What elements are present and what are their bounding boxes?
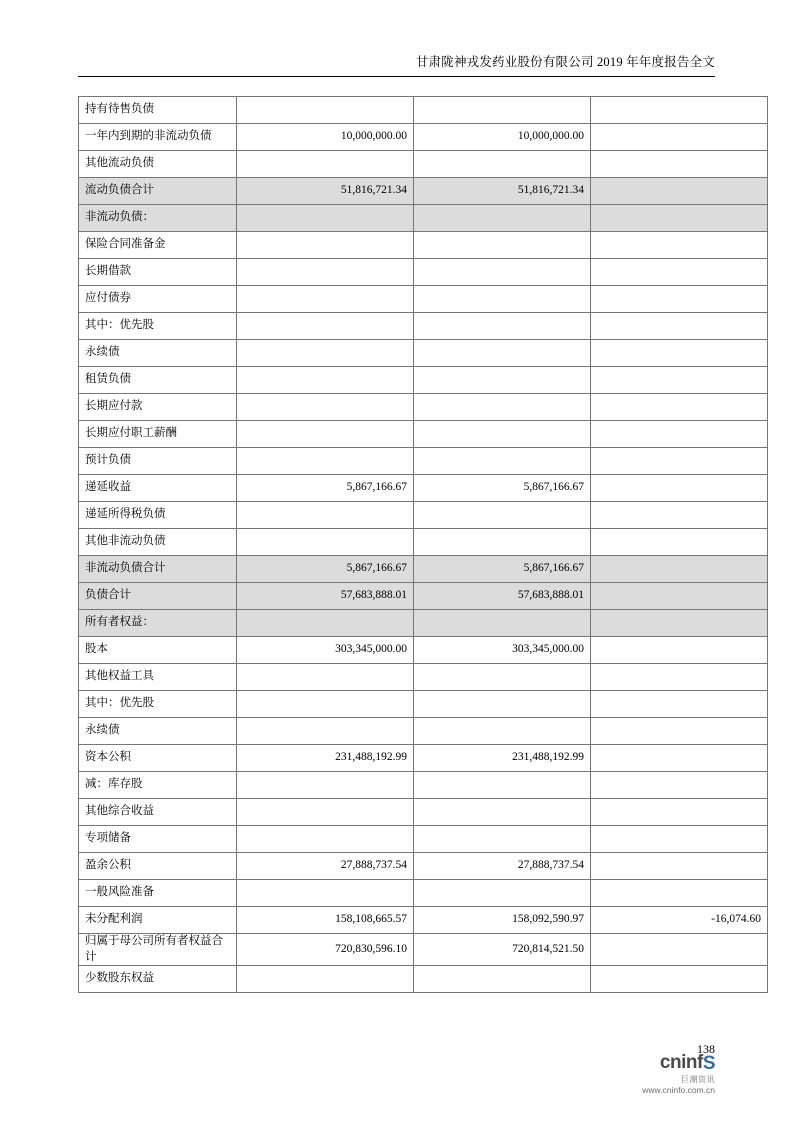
row-value-3 — [591, 421, 768, 448]
row-value-2 — [414, 232, 591, 259]
row-value-3 — [591, 583, 768, 610]
row-label: 减：库存股 — [79, 772, 237, 799]
row-value-1 — [237, 286, 414, 313]
table-row — [79, 97, 768, 124]
row-label: 持有待售负债 — [79, 97, 237, 124]
row-value-2 — [414, 97, 591, 124]
row-value-1: 27,888,737.54 — [237, 853, 414, 880]
row-value-3 — [591, 367, 768, 394]
table-row — [79, 745, 768, 772]
row-value-2 — [414, 691, 591, 718]
row-value-2: 303,345,000.00 — [414, 637, 591, 664]
row-value-3 — [591, 799, 768, 826]
row-label: 流动负债合计 — [79, 178, 237, 205]
row-label: 归属于母公司所有者权益合计 — [79, 934, 237, 966]
row-value-3: -16,074.60 — [591, 907, 768, 934]
row-value-1 — [237, 529, 414, 556]
balance-sheet-table — [78, 96, 768, 993]
row-value-3 — [591, 637, 768, 664]
row-value-2 — [414, 772, 591, 799]
row-label: 非流动负债合计 — [79, 556, 237, 583]
row-value-3 — [591, 448, 768, 475]
row-value-3 — [591, 610, 768, 637]
row-value-1 — [237, 691, 414, 718]
row-value-2 — [414, 421, 591, 448]
table-body — [79, 97, 768, 993]
table-row — [79, 124, 768, 151]
row-value-1 — [237, 880, 414, 907]
row-label: 其他流动负债 — [79, 151, 237, 178]
row-label: 长期借款 — [79, 259, 237, 286]
row-value-1 — [237, 448, 414, 475]
row-value-2: 27,888,737.54 — [414, 853, 591, 880]
table-row — [79, 556, 768, 583]
table-row — [79, 232, 768, 259]
row-label: 负债合计 — [79, 583, 237, 610]
row-value-3 — [591, 966, 768, 993]
row-label: 一年内到期的非流动负债 — [79, 124, 237, 151]
table-row — [79, 907, 768, 934]
row-value-2 — [414, 799, 591, 826]
row-value-2 — [414, 529, 591, 556]
row-value-3 — [591, 151, 768, 178]
row-value-2 — [414, 394, 591, 421]
table-row — [79, 421, 768, 448]
row-value-2 — [414, 502, 591, 529]
row-label: 其他权益工具 — [79, 664, 237, 691]
table-row — [79, 313, 768, 340]
row-value-1: 158,108,665.57 — [237, 907, 414, 934]
row-value-3 — [591, 124, 768, 151]
row-value-2 — [414, 286, 591, 313]
row-label: 递延所得税负债 — [79, 502, 237, 529]
row-label: 递延收益 — [79, 475, 237, 502]
logo-mark: S — [702, 1053, 715, 1075]
row-value-1 — [237, 826, 414, 853]
row-value-2 — [414, 880, 591, 907]
row-label: 长期应付职工薪酬 — [79, 421, 237, 448]
table-row — [79, 448, 768, 475]
table-row — [79, 610, 768, 637]
page-number: 138 — [697, 1042, 715, 1056]
row-value-2: 5,867,166.67 — [414, 475, 591, 502]
table-row — [79, 178, 768, 205]
table-row — [79, 367, 768, 394]
row-value-1 — [237, 772, 414, 799]
logo-subtitle: 巨潮资讯 — [681, 1075, 715, 1085]
logo-text: cninf — [659, 1052, 703, 1074]
row-value-2 — [414, 151, 591, 178]
table-row — [79, 772, 768, 799]
row-value-1 — [237, 394, 414, 421]
row-value-3 — [591, 934, 768, 966]
row-value-2: 5,867,166.67 — [414, 556, 591, 583]
row-value-1: 720,830,596.10 — [237, 934, 414, 966]
table-row — [79, 880, 768, 907]
row-value-3 — [591, 313, 768, 340]
row-value-1 — [237, 966, 414, 993]
row-value-3 — [591, 691, 768, 718]
row-value-3 — [591, 718, 768, 745]
row-value-2 — [414, 448, 591, 475]
row-label: 租赁负债 — [79, 367, 237, 394]
logo-url: www.cninfo.com.cn — [642, 1085, 715, 1096]
table-row — [79, 853, 768, 880]
row-value-1 — [237, 340, 414, 367]
row-value-1 — [237, 718, 414, 745]
row-value-3 — [591, 745, 768, 772]
row-label: 长期应付款 — [79, 394, 237, 421]
row-value-1 — [237, 97, 414, 124]
row-value-3 — [591, 259, 768, 286]
row-value-3 — [591, 556, 768, 583]
row-label: 其中：优先股 — [79, 691, 237, 718]
table-row — [79, 502, 768, 529]
row-value-3 — [591, 529, 768, 556]
row-value-3 — [591, 286, 768, 313]
row-value-3 — [591, 205, 768, 232]
table-row — [79, 340, 768, 367]
row-value-2 — [414, 718, 591, 745]
row-label: 一般风险准备 — [79, 880, 237, 907]
table-row — [79, 205, 768, 232]
row-value-1 — [237, 151, 414, 178]
table-row — [79, 934, 768, 966]
row-value-1 — [237, 664, 414, 691]
row-value-3 — [591, 826, 768, 853]
row-value-1: 57,683,888.01 — [237, 583, 414, 610]
row-value-3 — [591, 772, 768, 799]
balance-sheet-table-wrapper — [78, 96, 761, 993]
row-value-3 — [591, 394, 768, 421]
row-value-2 — [414, 664, 591, 691]
row-value-1: 5,867,166.67 — [237, 556, 414, 583]
row-label: 非流动负债： — [79, 205, 237, 232]
row-value-1 — [237, 259, 414, 286]
row-value-3 — [591, 502, 768, 529]
row-value-3 — [591, 232, 768, 259]
cninfo-logo — [642, 1052, 715, 1074]
row-value-1 — [237, 367, 414, 394]
row-label: 所有者权益： — [79, 610, 237, 637]
row-label: 专项储备 — [79, 826, 237, 853]
table-row — [79, 799, 768, 826]
row-label: 预计负债 — [79, 448, 237, 475]
row-value-3 — [591, 340, 768, 367]
table-row — [79, 966, 768, 993]
row-label: 永续债 — [79, 718, 237, 745]
row-value-2 — [414, 259, 591, 286]
table-row — [79, 826, 768, 853]
row-value-2 — [414, 610, 591, 637]
row-label: 其中：优先股 — [79, 313, 237, 340]
table-row — [79, 718, 768, 745]
row-value-3 — [591, 880, 768, 907]
header-divider — [78, 76, 715, 77]
row-label: 其他综合收益 — [79, 799, 237, 826]
row-label: 应付债券 — [79, 286, 237, 313]
row-value-2 — [414, 340, 591, 367]
row-value-2: 720,814,521.50 — [414, 934, 591, 966]
row-value-1 — [237, 799, 414, 826]
row-value-2 — [414, 313, 591, 340]
row-value-3 — [591, 475, 768, 502]
row-value-3 — [591, 853, 768, 880]
row-value-1: 51,816,721.34 — [237, 178, 414, 205]
row-value-2 — [414, 367, 591, 394]
row-value-1: 5,867,166.67 — [237, 475, 414, 502]
table-row — [79, 475, 768, 502]
row-label: 未分配利润 — [79, 907, 237, 934]
table-row — [79, 286, 768, 313]
row-value-2 — [414, 826, 591, 853]
row-value-2: 51,816,721.34 — [414, 178, 591, 205]
row-value-1 — [237, 205, 414, 232]
row-value-3 — [591, 664, 768, 691]
row-value-1: 231,488,192.99 — [237, 745, 414, 772]
table-row — [79, 583, 768, 610]
row-label: 股本 — [79, 637, 237, 664]
footer-logo — [642, 1052, 715, 1096]
row-value-2: 10,000,000.00 — [414, 124, 591, 151]
table-row — [79, 664, 768, 691]
row-value-3 — [591, 178, 768, 205]
table-row — [79, 394, 768, 421]
table-row — [79, 637, 768, 664]
table-row — [79, 259, 768, 286]
row-value-2: 231,488,192.99 — [414, 745, 591, 772]
row-label: 其他非流动负债 — [79, 529, 237, 556]
row-value-3 — [591, 97, 768, 124]
row-label: 永续债 — [79, 340, 237, 367]
row-value-1: 303,345,000.00 — [237, 637, 414, 664]
row-value-2 — [414, 205, 591, 232]
row-value-1: 10,000,000.00 — [237, 124, 414, 151]
row-value-1 — [237, 313, 414, 340]
row-label: 保险合同准备金 — [79, 232, 237, 259]
row-value-2: 57,683,888.01 — [414, 583, 591, 610]
table-row — [79, 529, 768, 556]
table-row — [79, 691, 768, 718]
row-value-1 — [237, 232, 414, 259]
table-row — [79, 151, 768, 178]
row-value-1 — [237, 502, 414, 529]
row-value-1 — [237, 421, 414, 448]
row-label: 少数股东权益 — [79, 966, 237, 993]
page-header: 甘肃陇神戎发药业股份有限公司 2019 年年度报告全文 — [415, 55, 715, 69]
row-value-2 — [414, 966, 591, 993]
row-label: 资本公积 — [79, 745, 237, 772]
row-value-1 — [237, 610, 414, 637]
row-label: 盈余公积 — [79, 853, 237, 880]
row-value-2: 158,092,590.97 — [414, 907, 591, 934]
